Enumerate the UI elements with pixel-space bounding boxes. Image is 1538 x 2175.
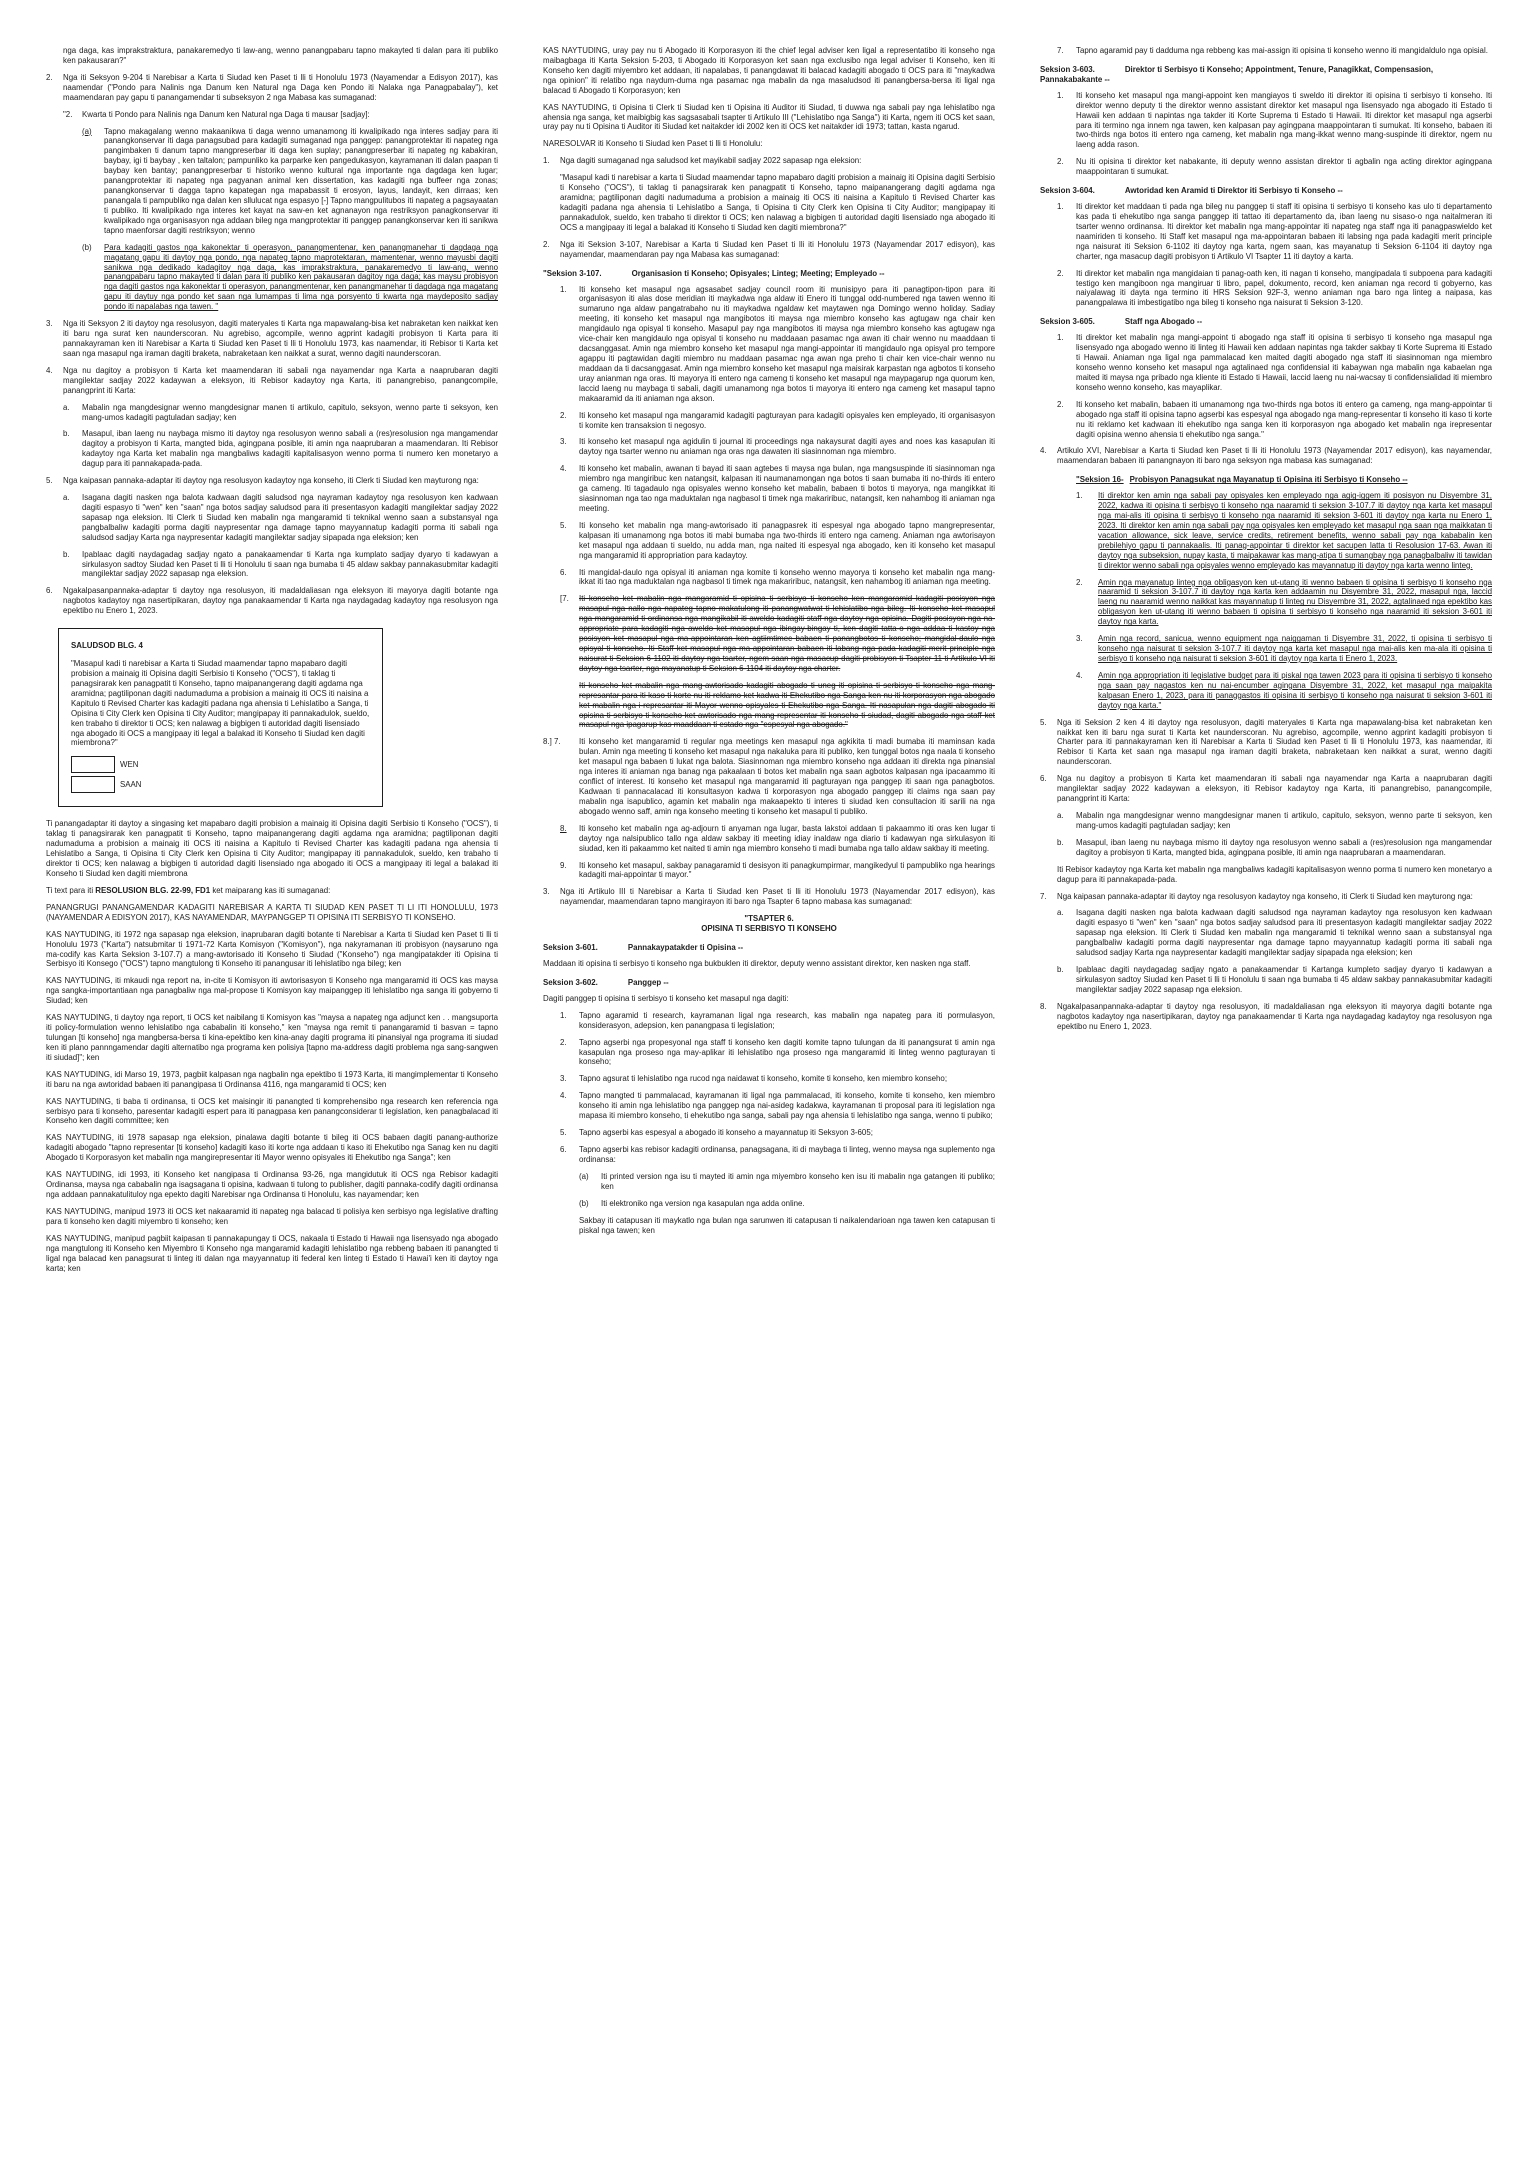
numbered-paragraph bbox=[543, 156, 995, 166]
sub-item bbox=[46, 429, 498, 469]
numbered-paragraph bbox=[46, 476, 498, 486]
paragraph-text: Iti konseho ket mabalin nga ag-adjourn ti anyaman nga lugar, basta lakstoi addaan ti pakaammo iti oras ken lugar ti daytoy nga nalsipublico tallo nga aldaw sakbay iti meeting idiay inaldaw nga diario ti kadawyan nga sirkulasyon iti siudad, ken iti pakaammo ket naited ti amin nga miembro konseho ti madi bumaba nga tallo aldaw sakbay iti meeting. bbox=[579, 823, 995, 853]
numbered-paragraph bbox=[1040, 892, 1492, 902]
resolved-clause: NARESOLVAR iti Konseho ti Siudad ken Paset ti lli ti Honolulu: bbox=[543, 139, 763, 149]
item-number: 3. bbox=[543, 887, 550, 897]
paragraph-text: Ipablaac dagiti naydagadag sadjay ngato a panakaamendar ti Kartanga kumpleto sadjay dyaryo ti kadawyan a sirkulasyon sadtoy Siudad ken Paset ti lli ti Honolulu ti saan nga bumaba ti 45 aldaw sakbay pannakasubmitar kadagiti mangilektar sadjay 2022 sapasap nga eleksion. bbox=[1076, 965, 1492, 994]
section-number: "Seksion 16- bbox=[1076, 475, 1124, 485]
item-number: 7. bbox=[1057, 46, 1064, 55]
item-number: 4. bbox=[560, 1091, 567, 1101]
item-number: 6. bbox=[560, 1144, 567, 1154]
text-fragment: Ti text para iti bbox=[46, 885, 96, 895]
item-number: 2. bbox=[1076, 577, 1083, 587]
paragraph-text: Amin nga record, sanicua, wenno equipment nga naiggaman ti Disyembre 31, 2022, ti opisina ti serbisyo ti konseho nga naisurat ti seksion 3-107.7 iti daytoy nga karta ket masapul nga mai-alis ken ma-ala iti opisina ti serbisyo ti konseho nga naisurat ti seksion 3-601 iti daytoy nga karta ti Enero 1, 2023. bbox=[1098, 634, 1492, 664]
paragraph-text: Iti printed version nga isu ti mayted iti amin nga miyembro konseho ken isu iti mabalin nga gatangen iti publiko; ken bbox=[601, 1171, 995, 1191]
deleted-clause bbox=[543, 594, 995, 673]
item-number: 8. bbox=[560, 823, 567, 833]
paragraph-text: Kwarta ti Pondo para Nalinis nga Danum ken Natural nga Daga ti mausar [sadjay]: bbox=[82, 109, 370, 119]
item-number: 4. bbox=[46, 365, 53, 375]
paragraph-text: Ngakalpasanpannaka-adaptar ti daytoy nga resolusyon, iti madaldaliasan nga eleksyon iti mayorya dagiti botante nga nagbotos kadaytoy nga nasertipikaran, daytoy nga panakaamendar ti Karta nga naydagadag kadaytoy nga resolusyon nga epektibo nu Enero 1, 2023. bbox=[63, 586, 498, 616]
section-title: Probisyon Panagsukat nga Mayanatup ti Opisina iti Serbisyo ti Konseho -- bbox=[1129, 475, 1408, 485]
item-number: 1. bbox=[543, 156, 550, 166]
clause bbox=[543, 285, 995, 404]
item-number: "2. bbox=[63, 109, 73, 119]
paragraph-text: Tapno agaramid pay ti dadduma nga rebbeng kas mai-assign iti opisina ti konseho wenno iti mangidaldulo nga opisial. bbox=[1076, 46, 1488, 55]
numbered-paragraph bbox=[543, 240, 995, 260]
section-title: Direktor ti Serbisyo ti Konseho; Appointment, Tenure, Panagikkat, Compensasion, Pannakabakante -- bbox=[1040, 64, 1434, 84]
clause bbox=[1040, 269, 1492, 309]
item-number: 1. bbox=[1057, 202, 1064, 212]
chapter-title: "TSAPTER 6. bbox=[744, 914, 794, 924]
item-number: 2. bbox=[1057, 157, 1064, 167]
item-number: 6. bbox=[560, 567, 567, 577]
whereas-clause: KAS NAYTUDING, iti 1972 nga sapasap nga eleksion, inaprubaran dagiti botante ti Narebisar a Karta ti Siudad ken Paset ti lli ti Honolulu 1973 ("Karta") natsubmitar ti 1971-72 Karta Komisyon ("Komisyon"), nga nakyramanan iti probisyon (naysaruno nga ma-codify kas Karta Seksion 3-107.7) a mang-awtorisado iti Konseho ti Siudad ("Konseho") nga mangipatakder iti Opisina ti Serbisyo iti Konsego ("OCS") tapno mangtulong ti Konseho iti panangusar iti lehislatibo nga bileg; ken bbox=[46, 929, 498, 969]
section-number: Seksion 3-605. bbox=[1040, 317, 1095, 327]
purpose-item bbox=[543, 1074, 995, 1084]
item-number: 9. bbox=[560, 860, 567, 870]
section-heading bbox=[543, 269, 995, 279]
item-number: [7. bbox=[560, 594, 569, 604]
numbered-paragraph bbox=[46, 366, 498, 396]
chapter-subtitle: OPISINA TI SERBISYO TI KONSEHO bbox=[701, 924, 837, 934]
column-right bbox=[1040, 46, 1492, 1039]
paragraph: Sakbay iti catapusan iti maykatlo nga bulan nga sarunwen iti catapusan ti naikalendarioan nga tawen ken catapusan ti piskal nga tawen; ken bbox=[579, 1215, 995, 1235]
paragraph-text: Para kadagiti gastos nga kakonektar ti operasyon, panangmentenar, ken panangmanehar ti dagdaga nga magatang gapu iti daytoy nga pondo, nga napateg tapno maprotektaran, mamentenar, wenno mayusbi dagiti sanikwa nga dedikado kadagitoy nga daga, kas imprakstraktura, panakaremedyo ti law-ang, wenno panangpabaru tapno makayted ti dalan para iti publiko ken pakausaran dagitoy nga daga; kas maysu probisyon nga dagiti gastos nga kakonektar ti operasyon, panangmentenar, ken panangmanehar ti dagdaga nga magatang gapu iti daytuy nga pondo ket saan nga lumampas ti lima nga porsyento ti kwarta nga maydeposito sadjay pondo iti napalabas nga tawen. " bbox=[104, 242, 498, 312]
paragraph-text: Nga dagiti sumaganad nga saludsod ket mayikabil sadjay 2022 sapasap nga eleksion: bbox=[560, 156, 862, 166]
sub-item bbox=[1040, 811, 1492, 831]
text-fragment: ket maiparang kas iti sumaganad: bbox=[210, 885, 331, 895]
whereas-clause: KAS NAYTUDING, iti mkaudi nga report na, in-cite ti Komisyon iti awtorisasyon ti Konseho nga mangaramid iti OCS kas maysa nga sangka-importantiaan nga panagbaliw nga mal-propose ti Komisyon kay maipanggep iti lehislatibo nga sanga iti gobyerno ti Siudad; ken bbox=[46, 976, 498, 1006]
item-number: 5. bbox=[46, 476, 53, 486]
item-number: 8. bbox=[1040, 1001, 1047, 1011]
whereas-clause: KAS NAYTUDING, uray pay nu ti Abogado iti Korporasyon iti the chief legal adviser ken ligal a representatibo iti konseho nga maibagbaga iti Karta Seksion 5-203, ti Abogado iti Korporasyon ket saan nga exclusibo nga legal adviser ti Konseho, ken iti Konseho ken dagiti miyembro ket addaan, iti napalabas, ti panangdawat iti balacad kadagiti abogado ti OCS para iti "maykadwa nga opinion" iti relatibo nga naydum-duma nga pasamac nga mabalin da nga masaludsod iti panangbersa-bersa iti ligal nga balacad ti Abogado ti Korporasyon; ken bbox=[543, 46, 995, 95]
item-number: 8.] 7. bbox=[543, 737, 561, 747]
paragraph-text: Nga iti Seksion 3-107, Narebisar a Karta ti Siudad ken Paset ti lli iti Honolulu 1973 (Nayamendar 2017 edisyon), kas nayamendar, maamendaran pay nga Mabasa kas sumaganad: bbox=[560, 239, 995, 259]
whereas-clause: KAS NAYTUDING, ti daytoy nga report, ti OCS ket naibilang ti Komisyon kas "maysa a napateg nga adjunct ken . . mangsuporta iti policy-formulation wenno lehislatibo nga cababalin iti konseho," ken "maysa nga remit ti panangaramid ti basvan = tapno tulungan [ti konseho] nga mangbersa-bersa ti kina-epektibo ken kina-anay dagiti programa iti pinansiyal nga programa iti siudad ken iti plano pannngamendar dagiti alternatibo nga programa ken polisiya [tapno ma-address dagiti problema nga sang-sangwen iti siudad]"; ken bbox=[46, 1013, 498, 1062]
paragraph-text: Nu iti opisina ti direktor ket nabakante, iti deputy wenno assistan direktor ti agbalin nga acting direktor agingpana maappointaran ti sumukat. bbox=[1076, 157, 1492, 177]
paragraph-text: Nga kaipasan pannaka-adaptar iti daytoy nga resolusyon kadaytoy nga konseho, iti Clerk ti Siudad ken mayturong nga: bbox=[63, 476, 479, 486]
item-number: b. bbox=[63, 549, 70, 559]
clause bbox=[1040, 400, 1492, 440]
paragraph-text: Tapno mangted ti pammalacad, kayramanan iti ligal nga pammalacad, iti konseho, komite ti konseho, ken miembro konseho iti amin nga lehislatibo nga panggep nga nai-asideg kadakwa, kayramanan ti proposal para iti legislation nga mapasa iti miembro konseho, ti ehekutibo nga sanga, sabali pay nga ahensia ti lehislatibo nga sanga, wenno ti pubiko; bbox=[579, 1091, 995, 1121]
paragraph-text: Iti direktor ket mabalin nga mangidaian ti panag-oath ken, iti nagan ti konseho, mangipadala ti subpoena para kadagiti testigo ken mangiboon nga mangiruar ti libro, papel, dokumento, record, ken aniaman nga record ti gobyerno, kas naiyalawag iti dayta nga termino iti HRS Seksion 92F-3, wenno aniaman nga baro nga linteg a naipasa, kas panangpalawa iti imbestigatibo nga bileg ti konseho nga naisurat ti Seksion 3-120. bbox=[1076, 268, 1492, 308]
clause bbox=[543, 521, 995, 561]
transition-clause bbox=[1040, 634, 1492, 664]
ballot-option-yes bbox=[71, 756, 370, 773]
clause bbox=[1040, 333, 1492, 393]
section-title: Panggep -- bbox=[627, 977, 669, 987]
paragraph-text: Iti konseho ket masapul nga agsasabet sadjay council room iti munisipyo para iti panagtipon-tipon para iti organisasyon iti alas dose meridian iti maykadwa nga aldaw iti Enero iti tunggal odd-numbered nga tawen wenno iti sumaruno nga aldaw pangatrabaho nu iti maykadwa ngaldaw ket maytawen nga Domingo wenno holiday. Sadiay meeting, iti konseho ket masapul nga mangibotos iti maysa nga miembro konseho kas agtugaw nga chair ken mangidaulo nga opisyal ti konseho. Masapul pay nga mangibotos iti maysa nga miembro konseho kas agtugaw nga vice-chair ken mangidaulo nga opisyal ti konseho nu maddaaan pasamac nga awan iti chair wenno nu maaddaan ti dacsanggasat. Amin nga miembro konseho ket masapul nga mangi-appointar iti mangidaulo nga opisyal pro tempore agappu iti pagtawidan dagiti miembro nu maddaan pasamac nga awan nga preho ti chair ken vice-chair wenno nu maddaan da ti dacsanggasat. Amin nga miembro konseho ket masapul nga maisirak karpastan nga agbotos ti konseho uray anianman nga oras. Iti mayorya iti entero nga cameng ti konseho ket masapul nga maypagarup nga quorum ken, laccid laeng nu maybaga ti sabali, dagiti umanamong nga botos ti mayorya iti entero nga cameng ket masapul tapno makaaramid da iti aniaman nga akson. bbox=[579, 284, 995, 403]
section-heading bbox=[1040, 186, 1492, 196]
paragraph bbox=[46, 886, 498, 896]
numbered-paragraph bbox=[46, 319, 498, 359]
item-number: 3. bbox=[1076, 634, 1083, 644]
numbered-paragraph bbox=[543, 887, 995, 907]
item-number: a. bbox=[1057, 908, 1064, 918]
numbered-paragraph bbox=[1040, 718, 1492, 768]
paragraph-text: Nga iti Artikulo III ti Narebisar a Karta ti Siudad ken Paset ti lli iti Honolulu 1973 (Nayamendar 2017 edisyon), kas nayamendar, maamendaran tapno mangirayon iti baro nga Tsapter 6 tapno mabasa kas sumaganad: bbox=[560, 887, 995, 907]
section-title: Pannakaypatakder ti Opisina -- bbox=[627, 943, 744, 953]
transition-clause bbox=[1040, 578, 1492, 628]
paragraph-text: Nga iti Seksyon 2 iti daytoy nga resolusyon, dagiti materyales ti Karta nga mapawalang-bisa ket nabraketan ken naikkat ken iti baru nga surat ken naunderscoran. Nu agrebiso, agcompile, wenno agprint kadagiti probisyon ti Karta para iti pannakayraman ken iti Narebisar a Karta ti Siudad ken Paset ti lli ti Honolulu 1973, kas naamendar, iti Rebisor ti Karta ket saan nga masapul nga iraman dagiti braketa, nabraketaan ken naikkat a surat, wenno dagiti naunderscoran. bbox=[63, 319, 498, 358]
resolution-title: PANANGRUGI PANANGAMENDAR KADAGITI NAREBISAR A KARTA TI SIUDAD KEN PASET TI LI ITI HONOLULU, 1973 (NAYAMENDAR A EDISYON 2017), KAS NAYAMENDAR, MAYPANGGEP TI OPISINA ITI SERBISYO TI KONSEHO. bbox=[46, 902, 498, 922]
sub-item bbox=[543, 1172, 995, 1192]
item-number: b. bbox=[1057, 837, 1064, 847]
item-number: 4. bbox=[1076, 670, 1083, 680]
clause bbox=[543, 568, 995, 588]
paragraph: Iti Rebisor kadaytoy nga Karta ket mabalin nga mangbaliws kadagiti kapitalisasyon wenno porma ti numero ken monetaryo a dagup para iti pannakapada-pada. bbox=[1057, 864, 1492, 884]
clause bbox=[543, 824, 995, 854]
item-number: b. bbox=[63, 429, 70, 439]
purpose-item bbox=[1040, 46, 1492, 56]
whereas-clause: KAS NAYTUDING, idi 1993, iti Konseho ket nangipasa ti Ordinansa 93-26, nga mangidutuk iti OCS nga Rebisor kadagiti Ordinansa, maysa nga cababalin nga isagsagana ti opisina, kadwaan ti tulong to publisher, dagiti pannaka-codify dagiti ordinansa nga addaan pannakatulituloy nga epekto dagiti Narebisar nga Ordinansa ti Honolulu, kas nayamendar; ken bbox=[46, 1170, 498, 1199]
paragraph-text: Nga kaipasan pannaka-adaptar iti daytoy nga resolusyon kadaytoy nga konseho, iti Clerk ti Siudad ken mayturong nga: bbox=[1057, 891, 1473, 901]
section-number: "Seksion 3-107. bbox=[543, 268, 602, 278]
resolution-number: RESOLUSION BLG. 22-99, FD1 bbox=[95, 885, 211, 895]
yes-label: WEN bbox=[120, 759, 139, 769]
no-checkbox[interactable] bbox=[71, 776, 115, 793]
paragraph-text: Masapul, iban laeng nu naybaga mismo iti daytoy nga resolusyon wenno sabali a (res)resolusion nga mangamendar dagitoy a probisyon ti Karta, mangted bida, agingpana posible, iti amin nga naaprubaran a maamendaran. bbox=[1076, 837, 1492, 857]
quoted-paragraph bbox=[46, 110, 498, 120]
clause bbox=[543, 437, 995, 457]
item-number: 1. bbox=[1057, 333, 1064, 343]
paragraph-text: Ipablaac dagiti naydagadag sadjay ngato a panakaamendar ti Karta nga kumplato sadjay dyaryo ti kadawyan a sirkulasyon sadtoy Siudad ken Paset ti lli ti Honolulu ti saan nga bumaba ti 45 aldaw sakbay pannakasubmitar kadagiti mangilektar sadjay 2022 sapasap nga eleksion. bbox=[82, 549, 498, 579]
paragraph: Ti panangadaptar iti daytoy a singasing ket mapabaro dagiti probision a mainaig iti Opisina dagiti Serbisio ti Konseho ("OCS"), ti taklag ti panagsirarak ken panagpatit ti Konseho, tapno maipanangerang dagiti agdama nga aramidna; pagtiliponan dagiti nadumaduma a probision a mainaig iti OCS iti naisina a Kapitulo ti Revised Charter kas kadagiti padana nga ahensia ti Lehislatibo a Sanga, ti Opisina ti City Clerk ken Opisina ti City Auditor; mangipapay iti pannakadulok, sueldo, ken trabaho ti direktor ti OCS; ken nalawag a bigbigen ti autoridad dagiti lisensiado nga abogado iti OCS a mangipaay iti legal a balakad iti Konseho ti Siudad ken dagiti miembrona bbox=[46, 819, 498, 878]
section-title: Staff nga Abogado -- bbox=[1124, 317, 1203, 327]
sub-item bbox=[46, 403, 498, 423]
item-number: 1. bbox=[1057, 90, 1064, 100]
section-number: Seksion 3-604. bbox=[1040, 186, 1095, 196]
transition-clause bbox=[1040, 671, 1492, 711]
section-number: Seksion 3-603. bbox=[1040, 64, 1095, 74]
item-number: 2. bbox=[1057, 268, 1064, 278]
item-number: 3. bbox=[560, 437, 567, 447]
paragraph-text: Tapno agsurat ti lehislatibo nga rucod nga naidawat ti konseho, komite ti konseho, ken miembro konseho; bbox=[579, 1074, 948, 1084]
paragraph-text: Iti konseho ket mabalin, awanan ti bayad iti saan agtebes ti maysa nga bulan, nga mangsuspinde iti siasinnoman nga miembro nga mangiribuc ken natangsit, kalpasan iti naumanamongan nga botos ti saan bumaba iti no-thirds iti entero ga cameng. Iti tagadaulo nga opisyales wenno konseho ket mabalin, babaen ti botos ti mayorya, nga mangikkat iti siasinnoman nga tao nga maduktalan nga nagbasol ti timek nga makariribuc, natangsit, ken nahambog iti aniaman nga meeting. bbox=[579, 464, 995, 513]
purpose-item bbox=[543, 1011, 995, 1031]
paragraph-text: Nga iti Seksion 2 ken 4 iti daytoy nga resolusyon, dagiti materyales ti Karta nga mapawalang-bisa ket nabraketan ken naikkat ken iti baru nga surat ti Karta ket naunderscoran. Nu agrebiso, agcompile, wenno agprint kadagiti probisyon ti Charter para iti pannakayraman ken iti Narebisar a Karta ti Siudad ken Paset ti lli ti Honolulu 1973, kas naamendar, iti Rebisor ti Karta ket saan nga masapul nga iraman dagiti braketa, nabraketaan ken naikkat a surat, wenno dagiti naunderscoran. bbox=[1057, 717, 1492, 767]
clause bbox=[543, 861, 995, 881]
item-number: 4. bbox=[1040, 446, 1047, 456]
clause bbox=[543, 464, 995, 514]
item-number: a. bbox=[63, 493, 70, 503]
paragraph-text: Mabalin nga mangdesignar wenno mangdesignar manen ti artikulo, capitulo, seksyon, wenno parte ti seksyon, ken mang-umos kadagiti pagtuladan sadjay; ken bbox=[82, 402, 498, 422]
section-number: Seksion 3-601. bbox=[543, 943, 598, 953]
section-heading bbox=[543, 978, 995, 988]
whereas-clause: KAS NAYTUDING, ti baba ti ordinansa, ti OCS ket maisingir iti panangted ti komprehensibo nga research ken referencia nga serbisyo para ti konseho, paresentar kadagiti espert para iti panagpasa ken panangconsiderar ti legislation, ken panagbalacad iti Konseho ken dagiti committee; ken bbox=[46, 1096, 498, 1126]
whereas-clause: KAS NAYTUDING, idi Marso 19, 1973, pagbiit kalpasan nga nagbalin nga epektibo ti 1973 Karta, iti mangimplementar ti Konseho iti baru na nga awtoridad babaen iti panangipasa ti Ordinansa 4116, nga mangaramid ti OCS; ken bbox=[46, 1069, 498, 1089]
section-number: Seksion 3-602. bbox=[543, 977, 598, 987]
paragraph-text: Iti konseho ket mangaramid ti regular nga meetings ken masapul nga agkikita ti madi bumaba iti maminsan kada bulan. Amin nga meeting ti konseho ket masapul nga nakaluka para iti publiko, ken tunggal botos nga naala ti konseho ket masapul nga babaen ti lukat nga balota. Siasinnoman nga miembro konseho nga addaan iti direkta nga pinansial nga interes iti aniaman nga banag nga pakaalaan ti botos ket mabalin nga saan agbotos kalpasan nga ipacaammo iti conflict of interest. Iti konseho ket masapul nga mangaramid iti pagturayan nga panggep iti saan nga panagbotos. Kadwaan ti pannacalacad iti konsultasyon kadwa ti korporasyon nga abogado panggep iti claims nga saan pay mabalin nga isapublico, agamin ket mabalin nga makaapekto ti interes ti siudad ken consultacion iti sarili na nga abogado wenno saff, amin nga konseho meeting ti konseho ket masapul ti publiko. bbox=[579, 737, 995, 816]
purpose-item bbox=[543, 1128, 995, 1138]
item-number: 1. bbox=[560, 284, 567, 294]
section-heading bbox=[1040, 65, 1492, 85]
item-number: 2. bbox=[560, 410, 567, 420]
item-number: 1. bbox=[560, 1010, 567, 1020]
item-number: 3. bbox=[560, 1074, 567, 1084]
transition-clause bbox=[1040, 491, 1492, 570]
purpose-item bbox=[543, 1038, 995, 1068]
paragraph-text: Mabalin nga mangdesignar wenno mangdesignar manen ti artikulo, capitulo, seksyon, wenno parte ti seksyon, ken mang-umos kadagiti pagtuladan sadjay; ken bbox=[1076, 811, 1492, 830]
clause bbox=[1040, 202, 1492, 262]
paragraph-text: Tapno agaramid ti research, kayramanan ligal nga research, kas mabalin nga napateg para iti pormulasyon, konsiderasyon, adepsion, ken panangpasa ti legislation; bbox=[579, 1010, 995, 1030]
no-label: SAAN bbox=[120, 779, 142, 789]
subsection-a bbox=[46, 127, 498, 236]
sub-item bbox=[1040, 908, 1492, 958]
item-number: a. bbox=[63, 402, 70, 412]
paragraph-text: Iti direktor ken amin nga sabali pay opisyales ken empleyado nga agig-iggem iti posisyon nu Disyembre 31, 2022, kadwa iti opisina ti serbisyo ti konseho nga naaramid ti seksion 3-107.7 iti daytoy nga karta ket masapul nga mai-alis iti opisina ti serbisyo ti konseho nga naaramid iti seksion 3-601 iti daytoy nga karta nu Enero 1, 2023. Iti direktor ken amin nga sabali pay nga opisyales ken empleyado ket masapul nga saan nga maikkatan ti vacation allowance, sick leave, service credits, retirement benefits, wenno sabali pay nga kababalin ken prebilehiyo gapu ti pannakaalis. Iti panag-appointar ti direktor ket sacupen latta ti Resolusion 17-63. Awan iti daytoy nga subseksion, nupay kasta, ti maipakawar kas mang-atipa ti sumangbay nga panagbalbaliw iti tawidan ti direktor wenno sabali nga opisyales wenno empleyado kas mayannatup iti daytoy nga karta wenno linteg. bbox=[1098, 491, 1492, 570]
item-number: a. bbox=[1057, 811, 1064, 820]
paragraph-text: Nga nu dagitoy a probisyon ti Karta ket maamendaran iti sabali nga nayamendar nga Karta a naaprubaran dagiti mangilektar sadjay 2022 kadaywan a eleksyon, iti Rebisor kadaytoy nga Karta, iti panangrebiso, panangcompile, panangprint iti Karta: bbox=[1057, 774, 1492, 804]
column-left bbox=[46, 46, 498, 1280]
item-number: 5. bbox=[560, 520, 567, 530]
ballot-question-text: "Masapul kadi ti narebisar a karta ti Siudad maamendar tapno mapabaro dagiti probision a mainaig iti Opisina dagiti Serbisio ti Konseho ("OCS"), ti taklag ti panagsirarak ken panagpatit ti Konseho, tapno maipanangerang dagiti agdama nga aramidna; pagtiliponan dagiti nadumaduma a probision a mainaig iti OCS iti naisina a Kapitulo ti Revised Charter kas kadagiti padana nga ahensia ti Lehislatibo a Sanga, ti Opisina ti City Clerk ken Opisina ti City Auditor; mangipapay iti pannakadulok, sueldo, ken trabaho ti direktor ti OCS; ken nalawag a bigbigen ti autoridad dagiti lisensiado nga abogado iti OCS a mangipaay iti legal a balakad iti Konseho ti Siudad ken dagiti miembrona?" bbox=[560, 173, 995, 232]
paragraph-text: Iti konseho ket mabalin, babaen iti umanamong nga two-thirds nga botos iti entero ga cameng, nga mang-appointar ti abogado nga staff iti opisina tapno agserbi kas espesyal nga abogado nga mang-representar ti konseho iti kaso ti korte nu iti reklamo ket kadwaan iti ehekutibo nga sanga ken iti korporasyon nga abogado ket mabalin nga irepresentar dagiti opisina wenno ahensia ti ehekutibo nga sanga." bbox=[1076, 399, 1492, 439]
deleted-clause: Iti konseho ket mabalin nga mang-awtorisado kadagiti abogado ti uneg iti opisina ti serbisyo ti konseho nga mang-represantar para iti kaso ti korte nu iti reklamo ket kadwa iti Ehekutibo nga Sanga ken nu iti korporasyon nga abogado ket mabalin nga i-represantar iti Mayor wenno opisyales ti Ehekutibo nga Sanga. Iti nasapulan nga dagiti abogado iti opisina ti serbisyo ti konseho ket awtorisado nga mang-representar iti konseho ti siudad, dagiti abogado nga staff ket masapul nga ipagarup kas maaddaan ti estado nga "espesyal nga abogado." bbox=[579, 680, 995, 730]
whereas-clause: KAS NAYTUDING, manipud pagbiit kaipasan ti pannakapungay ti OCS, nakaala ti Estado ti Hawaii nga lisensyado nga abogado nga mangtulong iti Konseho ken Miyembro ti Konseho nga mangaramid kadagiti lehislatibo nga rebbeng babaen iti panangted ti ligal nga balacad ken panagsurat ti linteg iti dalan nga mayyannatup iti federal ken linteg ti Estado ti Hawai'i ken iti daytoy nga karta; ken bbox=[46, 1233, 498, 1273]
paragraph-text: Iti konseho ket masapul, sakbay panagaramid ti desisyon iti panagkumpirmar, mangikedyul ti pampubliko nga hearings kadagiti mai-appointar ti mayor." bbox=[579, 860, 995, 880]
clause bbox=[1040, 91, 1492, 151]
sub-item bbox=[46, 550, 498, 580]
clause bbox=[543, 737, 995, 816]
item-number: 7. bbox=[1040, 891, 1047, 901]
item-number: 2. bbox=[543, 239, 550, 249]
whereas-clause: KAS NAYTUDING, manipud 1973 iti OCS ket nakaaramid iti napateg nga balacad ti polisiya ken serbisyo nga legislative drafting para ti konseho ken dagiti miyembro ti konseho; ken bbox=[46, 1206, 498, 1226]
item-number: 5. bbox=[1040, 717, 1047, 727]
paragraph-text: Iti konseho ket masapul nga mangi-appoint ken mangiayos ti sweldo iti direktor iti opisina ti serbisyo ti konseho. Iti direktor wenno deputy ti the direktor wenno assistant direktor ket masapul nga lisensyado nga abogado iti Estado ti Hawaii ken addaan ti napintas nga takder iti Korte Suprema ti Estado ti Hawaii. Iti direktor ket masapul nga agserbi para iti termino nga innem nga tawen, ken kalpasan pay agingpana maappointaran ti sumukat. Iti konseho, babaen iti two-thirds nga botos iti entero nga cameng, ket mabalin nga mang-ikkat wenno mang-suspinde iti direktor, ngem nu laeng adda rason. bbox=[1076, 90, 1492, 150]
purpose-item bbox=[543, 1091, 995, 1121]
section-title: Awtoridad ken Aramid ti Direktor iti Serbisyo ti Konseho -- bbox=[1124, 186, 1343, 196]
paragraph-text: Artikulo XVI, Narebisar a Karta ti Siudad ken Paset ti lli iti Honolulu 1973 (Nayamendar 2017 edisyon), kas nayamendar, maamendaran babaen iti panangnayon iti baro nga seksyon nga mabasa kas sumaganad: bbox=[1057, 446, 1492, 466]
paragraph-text: Tapno agserbi kas rebisor kadagiti ordinansa, panagsagana, iti di maybaga ti linteg, wenno maysa nga suplemento nga ordinansa: bbox=[579, 1144, 995, 1164]
item-number: 2. bbox=[560, 1037, 567, 1047]
ballot-box bbox=[58, 628, 383, 807]
ballot-title: SALUDSOD BLG. 4 bbox=[71, 641, 143, 651]
numbered-paragraph bbox=[46, 586, 498, 616]
numbered-paragraph bbox=[46, 73, 498, 103]
paragraph: nga daga, kas imprakstraktura, panakaremedyo ti law-ang, wenno panangpabaru tapno makayted ti dalan para iti publiko ken pakausaran?" bbox=[63, 46, 498, 65]
paragraph-text: Iti konseho ket masapul nga mangaramid kadagiti pagturayan para kadagiti opisyales ken empleyado, iti organisasyon ti komite ken transaksion ti negosyo. bbox=[579, 410, 995, 430]
paragraph-text: Amin nga appropriation iti legislative budget para iti piskal nga tawen 2023 para iti opisina ti serbisyo ti konseho nga saan pay nagastos ken nu nai-encumber agingana Disyembre 31, 2022, ket masapul nga maipakita kalpasan Enero 1, 2023, para iti panaggastos iti opisina iti serbisyo ti konseho nga naisurat ti seksion 3-601 iti daytoy nga karta." bbox=[1098, 670, 1492, 710]
numbered-paragraph bbox=[1040, 446, 1492, 466]
paragraph-text: Nga iti Seksyon 9-204 ti Narebisar a Karta ti Siudad ken Paset ti lli ti Honolulu 1973 (Nayamendar a Edisyon 2017), kas naamendar ("Pondo para Nalinis nga Danum ken Natural nga Daga ken Pondo iti Nalaka nga Panagpabalay"), ket maamendaran pay gapu ti panangamendar ti subseksyon 2 nga Mabasa kas sumaganad: bbox=[63, 72, 498, 102]
paragraph-text: Ngakalpasanpannaka-adaptar ti daytoy nga resolusyon, iti madaldaliasan nga eleksyon iti mayorya dagiti botante nga nagbotos kadaytoy nga nasertipikaran, daytoy nga panakaamendar ti Karta nga naydagadag kadaytoy nga resolusyon nga epektibo nu Enero 1, 2023. bbox=[1057, 1001, 1492, 1031]
sub-item bbox=[1040, 965, 1492, 995]
paragraph-text: Iti konseho ket mabalin nga mangaramid ti opisina ti serbisyo ti konseho ken mangaramid kadagiti posisyon nga masapul nga nallo nga napateg tapno makatulong iti panangwatwat ti lehislatibo nga bileg. Iti konseho ket masapul nga mangaramid ti ordinansa nga mangikabil iti aweldo kadagiti staff nga daytoy nga opisina. Dagiti posisyon nga na-appropriate para kadagiti nga aweldo ket masapul nga ibingay-bingay ti, ken dagiti tatta-o nga addaa ti kastoy nga posisyon ket masapul nga ma-appointaran ken agtiimtimec babaen ti panangbotos ti konseho; mangidal-daulo nga opisyal ti konseho. Iti Staff ket masapul nga ma-appointaran babaen iti labang nga pada kadagiti merit principle nga naisurat ti Seksion 6-1102 iti daytoy nga tsarter, ngem saan nga masacup dagiti probisyon ti Tsapter 11 ti Artikulo VI iti daytoy nga tsarter, nga mayanatup ti Seksion 6-1104 iti daytoy nga charter. bbox=[579, 594, 995, 673]
paragraph-text: Tapno agserbi nga propesyonal nga staff ti konseho ken dagiti komite tapno tulungan da iti panangsurat ti amin nga kasapulan nga proseso nga may-aplikar iti lehislatibo nga proseso nga mangaramid iti linteg wenno pagturayan ti konseho; bbox=[579, 1037, 995, 1067]
paragraph-text: Tapno agserbi kas espesyal a abogado iti konseho a mayannatup iti Seksyon 3-605; bbox=[579, 1128, 873, 1138]
yes-checkbox[interactable] bbox=[71, 756, 115, 773]
paragraph-text: Iti konseho ket mabalin nga mang-awtorisado iti panagpasrek iti espesyal nga abogado tapno mangrepresentar, kalpasan iti umanamong nga botos iti mabi bumaba nga two-thirds iti entero nga cameng. Aniaman nga awtorisayon ket masapul nga addaan ti sueldo, nu adda man, nga naited iti espesyal nga abogado, ken iti konseho ket masapul nga mangaramid iti appropriation para kadaytoy. bbox=[579, 520, 995, 560]
item-number: (a) bbox=[82, 126, 92, 136]
item-number: (b) bbox=[82, 242, 92, 252]
section-heading bbox=[543, 943, 995, 953]
clause bbox=[543, 411, 995, 431]
paragraph-text: Iti direktor ket mabalin nga mangi-appoint ti abogado nga staff iti opisina ti serbisyo ti konseho nga masapul nga lisensyado nga abogado wenno iti linteg iti Hawaii ken addaan napintas nga takder sakbay ti Korte Suprema iti Estado ti Hawaii. Aniaman nga ligal nga pammalacad ken maited dagiti abogado nga staff iti siasinnoman nga miembro konseho wenno konseho ket masapul nga agtalinaed nga confidensial iti kabaywan nga mabalin nga kabaelan nga maited iti maysa nga pribado nga kliente iti Estado ti Hawaii, laccid laeng nu nai-wacsay ti confidensialidad iti miembro konseho wenno konseho, kas mayaplikar. bbox=[1076, 333, 1492, 392]
item-number: (b) bbox=[579, 1198, 589, 1208]
item-number: 3. bbox=[46, 319, 53, 329]
item-number: 6. bbox=[1040, 774, 1047, 784]
clause bbox=[1040, 157, 1492, 177]
paragraph-text: Masapul, iban laeng nu naybaga mismo iti daytoy nga resolusyon wenno sabali a (res)resolusion nga mangamendar dagitoy a probisyon ti Karta, mangted bida, agingpana posible, iti amin nga naaprubaran a maamendaran. Iti Rebisor kadaytoy nga Karta ket mabalin nga mangbaliws kadagiti kapitalisasyon wenno porma ti numero ken monetaryo a dagup para iti pannakapada-pada. bbox=[82, 429, 498, 469]
paragraph-text: Iti direktor ket maddaan ti pada nga bileg nu panggep ti staff iti opisina ti serbisyo ti konseho kas ulo ti departamento kas pada ti ehekutibo nga sanga panggep iti tattao iti departamento da, iban laeng nu sisaso-o nga naitalmeran iti tsarter wenno ordinansa. Iti direktor ket mabalin nga mang-appointar iti napateg nga staff nga iti panagpaswieldo ket naamiriden ti konseho. Iti Staff ket masapul nga ma-appointaran babaen iti labsing nga pada kadagiti merit principle nga naisurat iti Seksion 6-1102 iti daytoy nga karta, ngem saan, kas mayanatup ti Seksion 6-1104 iti daytoy nga charter, nga masacup dagiti probisyon ti Artikulo VI Tsapter 11 iti daytoy a karta. bbox=[1076, 202, 1492, 261]
paragraph-text: Nga nu dagitoy a probisyon ti Karta ket maamendaran iti sabali nga nayamendar nga Karta a naaprubaran dagiti mangilektar sadjay 2022 kadaywan a eleksyon, iti Rebisor kadaytoy nga Karta, iti panangrebiso, panangcompile, panangprint iti Karta: bbox=[63, 365, 498, 395]
item-number: 1. bbox=[1076, 491, 1083, 501]
sub-item bbox=[1040, 838, 1492, 858]
section-title: Organisasion ti Konseho; Opisyales; Linteg; Meeting; Empleyado -- bbox=[631, 268, 885, 278]
paragraph-text: Tapno makagalang wenno makaanikwa ti daga wenno umanamong iti kwalipikado nga interes sadjay para iti panangkonservar iti daga panagsubad para kadagiti sumaganad nga panggep: panangprotektar iti napateg nga pangimbaken ti danum tapno mangpreserbar iti daga ken suplay; panangpreserbar iti napateg ng kabakiran, baybay, igi ti baybay , ken taltalon; pampunliko ka parparke ken pangedukasyon, kayramanan iti dalan paapan ti baybay ken bantay; panangpreserbar ti historiko wenno kultural nga importante nga dagdaga ken lugar; panangprotektar iti napateg nga pagyanan animal ken dissertation, kas kadagiti nga buffeer nga zonas; panangkonservar ti dagga tapno kapategan nga mapabassit ti erosyon, layus, landayit, ken dirraas; ken panangala ti pampubliko nga dalan ken sllulucat nga espasyo [-] Tapno mangpulitubos iti napateg a pagsayaatan ti publiko. Iti kwalipikado nga interes ket kayat na saw-en ket agnanayon nga restriksyon panagkonservar iti kwalipikado nga organisasyon nga addaan bileg nga mangprotektar iti panggep panangkonservar ken iti sanikwa tapno maenforsar dagiti restriksyon; wenno bbox=[104, 126, 498, 235]
paragraph-text: Amin nga mayanatup linteg nga obligasyon ken ut-utang iti wenno babaen ti opisina ti serbisyo ti konseho nga naaramid ti seksion 3-107.7 iti daytoy nga karta ken addaamin nu Disyembre 31, 2022, masapul nga, laccid laeng nu naaramid wenno naikkat kas mayannatup ti linteg nu Disyembre 31, 2022, agtalinaed nga epektibo kas obligasyon ken ut-utang iti wenno babaen ti opisina ti serbisyo ti konseho nga naaramid iti seksion 3-601 iti daytoy nga karta. bbox=[1098, 577, 1492, 627]
numbered-paragraph bbox=[1040, 774, 1492, 804]
paragraph-text: Isagana dagiti nasken nga balota kadwaan dagiti saludsod nga nayraman kadaytoy nga resolusyon ken kadwaan dagiti espasyo ti "wen" ken "saan" nga botos sadjay saludsod para iti presentasyon kadagiti mangilektar sadjay 2022 sapasap nga eleksion. Iti Clerk ti Siudad ken mabalin nga mangaramid ti teknikal wenno saan a substansyal nga pangbalbaliw kadagiti porma dagiti naypresentar nga damage tapno mayyannatup kadagiti porma iti sabali nga saludsod sadjay Karta nga naypresentar kadagiti mangilektar sadjay sipapada nga eleksion; ken bbox=[1076, 908, 1492, 958]
ballot-option-no bbox=[71, 776, 370, 793]
whereas-clause: KAS NAYTUDING, ti Opisina ti Clerk ti Siudad ken ti Opisina iti Auditor iti Siudad, ti duwwa nga sabali pay nga lehislatibo nga ahensia nga sanga, ket maibigbig kas sagsasabali tsapter ti Artikulo III ("Lehislatibo nga Sanga") iti Karta, ngem iti OCS ket saan, uray pay nu ti Opisina ti Auditor iti Siudad ket naitakder idi 2002 ken iti OCS ket naitakder idi 1973; tattan, kasta ngarud. bbox=[543, 102, 995, 132]
whereas-clause: KAS NAYTUDING, iti 1978 sapasap nga eleksion, pinalawa dagiti botante ti bileg iti OCS babaen dagiti panang-authorize kadagiti abogado "tapno representar [ti konseho] kadagiti kaso iti korte nga addaan ti kaso iti Ehekutibo nga Sanag ken nu dagiti Abogado ti Korporasyon ket mabalin nga mangirepresentar iti Mayor wenno opisyales iti Ehekutibo nga Sanga"; ken bbox=[46, 1133, 498, 1163]
item-number: 2. bbox=[46, 72, 53, 82]
item-number: 6. bbox=[46, 586, 53, 596]
item-number: 5. bbox=[560, 1128, 567, 1138]
column-middle bbox=[543, 46, 995, 1242]
item-number: (a) bbox=[579, 1171, 589, 1181]
paragraph-text: Iti mangidal-daulo nga opisyal iti aniaman nga komite ti konseho wenno mayorya ti konseho ket mabalin nga mang-ikkat iti tao nga maduktalan nga nagbasol ti timek nga makariribuc, natangsit, ken nahambog iti aniaman nga meeting. bbox=[579, 567, 995, 587]
paragraph: Dagiti panggep ti opisina ti serbisyo ti konseho ket masapul nga dagiti: bbox=[543, 993, 789, 1003]
sub-item bbox=[543, 1199, 995, 1209]
paragraph-text: Iti konseho ket masapul nga agidulin ti journal iti proceedings nga nakaysurat dagiti ayes and noes kas kasapulan iti daytoy nga tsarter wenno nu aniaman nga oras nga dawaten iti siasinnoman nga miembro. bbox=[579, 437, 995, 457]
subsection-b bbox=[46, 243, 498, 312]
paragraph-text: Isagana dagiti nasken nga balota kadwaan dagiti saludsod nga nayraman kadaytoy nga resolusyon ken kadwaan dagiti espasyo ti "wen" ken "saan" nga botos sadjay saludsod para iti presentasyon kadagiti mangilektar sadjay 2022 sapasap nga eleksion. Iti Clerk ti Siudad ken mabalin nga mangaramid ti teknikal wenno saan a substansyal nga pangbalbaliw kadagiti porma dagiti naypresentar nga damage tapno mayyannatup kadagiti porma iti sabali nga saludsod sadjay Karta nga naypresentar kadagiti mangilektar sadjay sipapada nga eleksion; ken bbox=[82, 493, 498, 542]
ballot-question: "Masapul kadi ti narebisar a Karta ti Siudad maamendar tapno mapabaro dagiti probision a mainaig iti Opisina dagiti Serbisio ti Konseho ("OCS"), ti taklag ti panagsirarak ken panagpatit ti Konseho, tapno maipanangerang dagiti agdama nga aramidna; pagtiliponan dagiti nadumaduma a probision a mainaig iti OCS iti naisina a Kapitulo ti Revised Charter kas kadagiti padana nga ahensia ti Lehislatibo a Sanga, ti Opisina ti City Clerk ken Opisina ti City Auditor; mangipapay iti pannakadulok, sueldo, ken trabaho ti direktor ti OCS; ken nalawag a bigbigen ti autoridad dagiti lisensiado nga abogado iti OCS a mangipaay iti legal a balakad iti Konseho ti Siudad ken dagiti miembrona?" bbox=[71, 659, 370, 748]
item-number: 4. bbox=[560, 464, 567, 474]
section-heading bbox=[1040, 317, 1492, 327]
sub-item bbox=[46, 493, 498, 543]
item-number: b. bbox=[1057, 965, 1064, 975]
paragraph: Maddaan iti opisina ti serbisyo ti konseho nga bukbuklen iti direktor, deputy wenno assistant direktor, ken nasken nga staff. bbox=[543, 958, 971, 968]
numbered-paragraph bbox=[1040, 1002, 1492, 1032]
item-number: 2. bbox=[1057, 399, 1064, 409]
section-heading bbox=[1040, 475, 1492, 485]
purpose-item bbox=[543, 1145, 995, 1165]
paragraph-text: Iti elektroniko nga version nga kasapulan nga adda online. bbox=[601, 1198, 805, 1208]
